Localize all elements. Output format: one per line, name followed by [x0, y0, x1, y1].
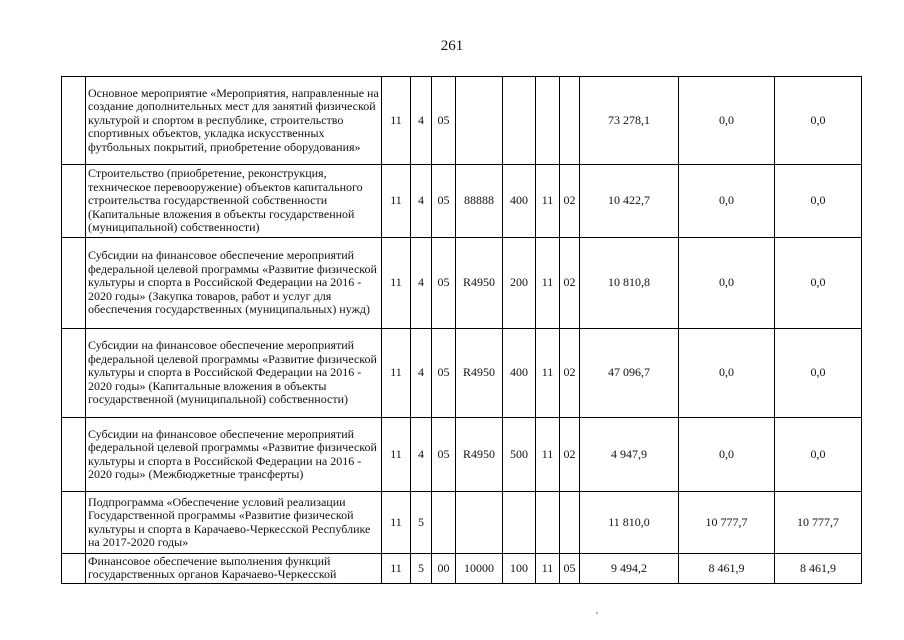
amount-year-2: 0,0	[679, 165, 775, 238]
code-target-item	[456, 492, 503, 554]
code-target-item: R4950	[456, 418, 503, 492]
blank-cell	[62, 238, 86, 329]
code-expense-type	[503, 492, 536, 554]
row-description: Строительство (приобретение, реконструкция, техническое перевооружение) объектов капитального строительства государственной собственности (Капитальные вложения в объекты государственной (муниципальной) собственности)	[86, 165, 382, 238]
code-section-2: 11	[536, 329, 560, 418]
code-subsection-2: 02	[560, 238, 580, 329]
code-subsection: 4	[411, 77, 432, 165]
code-section: 11	[382, 418, 411, 492]
code-section-2: 11	[536, 165, 560, 238]
code-program: 05	[432, 418, 456, 492]
code-target-item: 88888	[456, 165, 503, 238]
code-program	[432, 492, 456, 554]
code-section: 11	[382, 77, 411, 165]
table-row	[62, 492, 862, 554]
budget-table	[61, 76, 862, 584]
row-description: Субсидии на финансовое обеспечение мероприятий федеральной целевой программы «Развитие физической культуры и спорта в Российской Федерации на 2016 - 2020 годы» (Закупка товаров, работ и услуг для обеспечения государственных (муниципальных) нужд)	[86, 238, 382, 329]
amount-year-3: 0,0	[775, 165, 862, 238]
code-subsection: 5	[411, 554, 432, 584]
amount-year-3: 0,0	[775, 77, 862, 165]
amount-year-2: 0,0	[679, 418, 775, 492]
amount-year-1: 47 096,7	[580, 329, 679, 418]
table-row	[62, 238, 862, 329]
code-section: 11	[382, 554, 411, 584]
code-subsection: 4	[411, 329, 432, 418]
code-section: 11	[382, 165, 411, 238]
code-subsection-2	[560, 77, 580, 165]
code-section-2	[536, 77, 560, 165]
code-subsection: 4	[411, 418, 432, 492]
code-expense-type: 200	[503, 238, 536, 329]
row-description: Подпрограмма «Обеспечение условий реализации Государственной программы «Развитие физической культуры и спорта в Карачаево-Черкесской Республике на 2017-2020 годы»	[86, 492, 382, 554]
code-program: 00	[432, 554, 456, 584]
blank-cell	[62, 165, 86, 238]
code-expense-type: 500	[503, 418, 536, 492]
table-row	[62, 554, 862, 584]
code-subsection: 5	[411, 492, 432, 554]
row-description: Субсидии на финансовое обеспечение мероприятий федеральной целевой программы «Развитие физической культуры и спорта в Российской Федерации на 2016 - 2020 годы» (Межбюджетные трансферты)	[86, 418, 382, 492]
code-target-item: R4950	[456, 329, 503, 418]
code-program: 05	[432, 329, 456, 418]
amount-year-3: 10 777,7	[775, 492, 862, 554]
amount-year-1: 11 810,0	[580, 492, 679, 554]
amount-year-3: 8 461,9	[775, 554, 862, 584]
table-row	[62, 165, 862, 238]
blank-cell	[62, 418, 86, 492]
table-row	[62, 77, 862, 165]
code-section: 11	[382, 329, 411, 418]
code-program: 05	[432, 77, 456, 165]
code-subsection-2	[560, 492, 580, 554]
blank-cell	[62, 77, 86, 165]
amount-year-2: 8 461,9	[679, 554, 775, 584]
amount-year-3: 0,0	[775, 329, 862, 418]
code-section: 11	[382, 238, 411, 329]
amount-year-2: 10 777,7	[679, 492, 775, 554]
code-program: 05	[432, 238, 456, 329]
amount-year-1: 10 810,8	[580, 238, 679, 329]
code-target-item: R4950	[456, 238, 503, 329]
code-expense-type: 400	[503, 165, 536, 238]
code-subsection: 4	[411, 165, 432, 238]
amount-year-1: 73 278,1	[580, 77, 679, 165]
amount-year-2: 0,0	[679, 238, 775, 329]
code-subsection-2: 02	[560, 165, 580, 238]
row-description: Субсидии на финансовое обеспечение мероприятий федеральной целевой программы «Развитие физической культуры и спорта в Российской Федерации на 2016 - 2020 годы» (Капитальные вложения в объекты государственной (муниципальной) собственности)	[86, 329, 382, 418]
code-section: 11	[382, 492, 411, 554]
row-description: Основное мероприятие «Мероприятия, направленные на создание дополнительных мест для занятий физической культурой и спортом в республике, строительство спортивных объектов, укладка искусственных футбольных покрытий, приобретение оборудования»	[86, 77, 382, 165]
amount-year-2: 0,0	[679, 77, 775, 165]
table-row	[62, 329, 862, 418]
blank-cell	[62, 329, 86, 418]
scan-speck	[596, 612, 598, 614]
code-program: 05	[432, 165, 456, 238]
amount-year-1: 9 494,2	[580, 554, 679, 584]
blank-cell	[62, 492, 86, 554]
table-row	[62, 418, 862, 492]
code-expense-type	[503, 77, 536, 165]
amount-year-1: 10 422,7	[580, 165, 679, 238]
code-subsection: 4	[411, 238, 432, 329]
code-section-2: 11	[536, 554, 560, 584]
amount-year-3: 0,0	[775, 418, 862, 492]
code-section-2: 11	[536, 418, 560, 492]
code-target-item: 10000	[456, 554, 503, 584]
code-subsection-2: 05	[560, 554, 580, 584]
code-expense-type: 100	[503, 554, 536, 584]
code-subsection-2: 02	[560, 418, 580, 492]
amount-year-1: 4 947,9	[580, 418, 679, 492]
amount-year-2: 0,0	[679, 329, 775, 418]
code-section-2: 11	[536, 238, 560, 329]
code-expense-type: 400	[503, 329, 536, 418]
blank-cell	[62, 554, 86, 584]
amount-year-3: 0,0	[775, 238, 862, 329]
code-target-item	[456, 77, 503, 165]
page-number: 261	[440, 38, 464, 54]
code-subsection-2: 02	[560, 329, 580, 418]
row-description: Финансовое обеспечение выполнения функций государственных органов Карачаево-Черкесской	[86, 554, 382, 584]
code-section-2	[536, 492, 560, 554]
